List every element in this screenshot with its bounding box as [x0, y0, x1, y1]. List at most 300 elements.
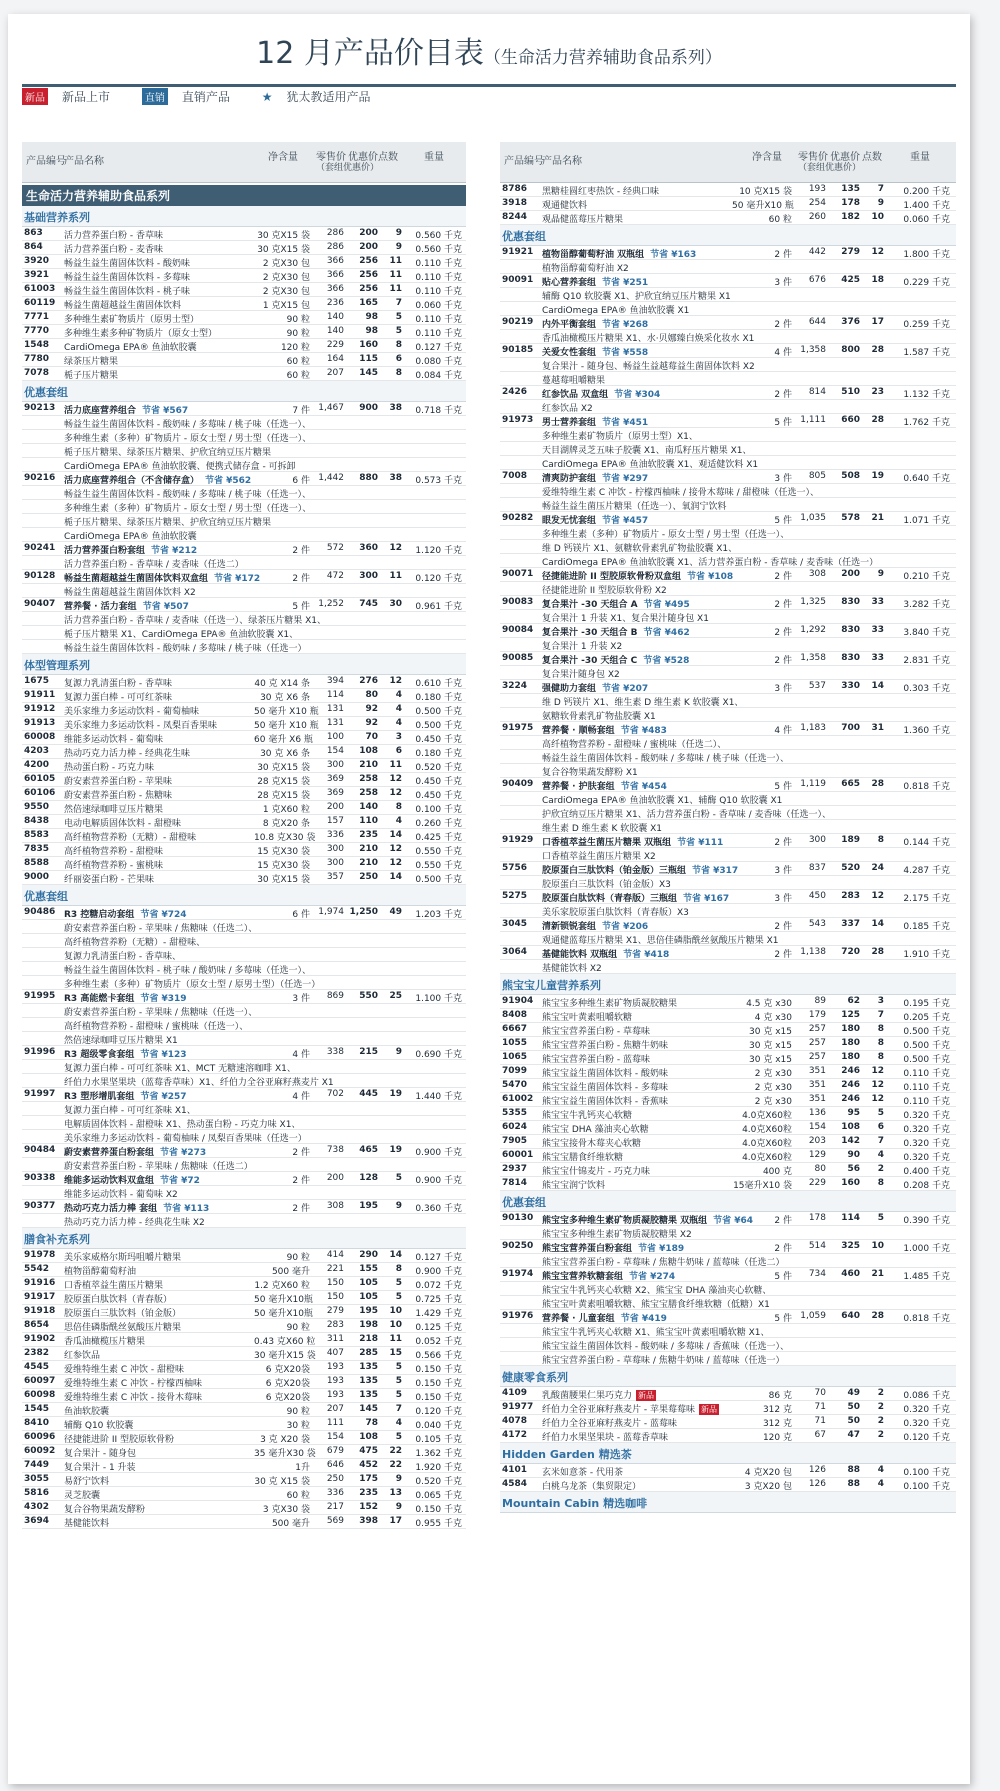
product-code: 7771: [24, 312, 50, 322]
member-price: 160: [359, 340, 378, 350]
weight: 1.800 千克: [903, 250, 950, 260]
product-row: [22, 241, 466, 255]
product-name-text: 畅益生菌超越益生菌固体饮料: [64, 301, 182, 311]
weight: 0.390 千克: [903, 1216, 950, 1226]
member-price: 200: [841, 569, 860, 579]
points: 6: [395, 354, 402, 364]
set-component-row: [22, 1074, 466, 1088]
retail-price: 1,111: [800, 415, 826, 425]
component-text: 活力营养蛋白粉 - 香草味 / 麦香味（任选二）: [64, 560, 244, 570]
product-name-text: 黑糖桂圆红枣热饮 - 经典口味: [542, 187, 659, 197]
retail-price: 351: [808, 1080, 826, 1090]
member-price: 285: [359, 1348, 378, 1358]
product-code: 90377: [24, 1201, 56, 1211]
product-code: 9000: [24, 872, 50, 882]
member-price: 279: [841, 247, 860, 257]
retail-price: 207: [326, 1404, 344, 1414]
net-content: 30 克 X15 袋: [254, 1477, 310, 1487]
points: 2: [877, 1388, 884, 1398]
net-content: 3 件: [774, 684, 792, 694]
product-name-text: 复源力乳清蛋白粉 - 香草味: [64, 679, 172, 689]
points: 2: [877, 1430, 884, 1440]
set-component-row: [22, 962, 466, 976]
product-name: [64, 816, 254, 829]
component-text: 复源力蛋白棒 - 可可红茶味 X1、: [64, 1106, 196, 1116]
set-component-row: [22, 1186, 466, 1200]
set-row: [500, 596, 956, 610]
savings-label: 节省 ¥507: [142, 602, 189, 612]
retail-price: 336: [326, 1488, 344, 1498]
product-code: 90185: [502, 345, 534, 355]
points: 12: [389, 858, 402, 868]
net-content: 500 毫升: [271, 1267, 310, 1277]
retail-price: 300: [326, 844, 344, 854]
points: 25: [389, 991, 402, 1001]
points: 5: [395, 312, 402, 322]
set-component-row: [22, 584, 466, 598]
member-price: 98: [365, 326, 378, 336]
weight: 0.100 千克: [903, 1482, 950, 1492]
component-text: 栀子压片糖果、绿茶压片糖果、护欣宜纳豆压片糖果: [64, 448, 272, 458]
net-content: 10.8 克X30 袋: [254, 833, 316, 843]
savings-label: 节省 ¥483: [620, 726, 667, 736]
product-name-text: 熊宝宝营养软糖套组: [542, 1272, 624, 1282]
component-text: 护欣宜纳豆压片糖果 X1、活力营养蛋白粉 - 香草味 / 麦香味（任选一）、: [542, 810, 831, 820]
member-price: 640: [841, 1311, 860, 1321]
product-row: [22, 703, 466, 717]
product-code: 91995: [24, 991, 56, 1001]
set-row: [22, 1088, 466, 1102]
points: 22: [389, 1446, 402, 1456]
weight: 1.360 千克: [903, 726, 950, 736]
net-content: 2 克 x30: [754, 1097, 792, 1107]
weight: 0.150 千克: [415, 1393, 462, 1403]
savings-label: 节省 ¥172: [214, 574, 261, 584]
component-text: 复合果汁 1 升装 X2: [542, 642, 623, 652]
product-code: 60106: [24, 788, 56, 798]
points: 10: [389, 1320, 402, 1330]
product-code: 7835: [24, 844, 50, 854]
savings-label: 节省 ¥457: [602, 516, 649, 526]
points: 13: [389, 1488, 402, 1498]
weight: 0.320 千克: [903, 1139, 950, 1149]
member-price: 720: [841, 947, 860, 957]
net-content: 5 件: [774, 1314, 792, 1324]
set-component-row: [500, 554, 956, 568]
member-price: 475: [359, 1446, 378, 1456]
weight: 0.610 千克: [415, 679, 462, 689]
component-text: 熊宝宝多种维生素矿物质凝胶糖果 X2: [542, 1230, 692, 1240]
product-name-text: 活力营养蛋白粉 - 麦香味: [64, 245, 163, 255]
product-name: [542, 212, 742, 225]
product-row: [22, 339, 466, 353]
product-code: 4302: [24, 1502, 50, 1512]
points: 21: [871, 1269, 884, 1279]
points: 28: [871, 415, 884, 425]
product-name: [64, 704, 254, 717]
product-name-text: 活力营养蛋白粉套组: [64, 546, 146, 556]
points: 9: [395, 1502, 402, 1512]
product-name: [64, 858, 254, 871]
member-price: 195: [359, 1201, 378, 1211]
product-code: 4584: [502, 1479, 528, 1489]
retail-price: 702: [326, 1089, 344, 1099]
component-text: CardiOmega EPA® 鱼油软胶囊 X1、活力营养蛋白粉 - 香草味 / 麦香味（任选一）: [542, 558, 879, 568]
product-name-text: 热动巧克力活力棒 - 经典花生味: [64, 749, 190, 759]
retail-price: 193: [326, 1390, 344, 1400]
product-name-text: 径捷能进阶 II 型胶原软骨粉: [64, 1435, 175, 1445]
weight: 0.040 千克: [415, 1421, 462, 1431]
product-row: [500, 1051, 956, 1065]
points: 24: [871, 863, 884, 873]
weight: 0.320 千克: [903, 1153, 950, 1163]
product-name: [64, 326, 254, 339]
product-code: 7099: [502, 1066, 528, 1076]
net-content: 30 克 x15: [749, 1041, 792, 1051]
points: 12: [389, 844, 402, 854]
member-price: 460: [841, 1269, 860, 1279]
member-price: 830: [841, 597, 860, 607]
product-row: [500, 1009, 956, 1023]
product-row: [22, 871, 466, 885]
member-price: 210: [359, 760, 378, 770]
savings-label: 节省 ¥167: [683, 894, 730, 904]
product-name-text: 胶原蛋白三肽饮料（铂金版）: [64, 1309, 182, 1319]
legend-new: [22, 90, 124, 104]
weight: 0.566 千克: [415, 1351, 462, 1361]
retail-price: 1,119: [800, 779, 826, 789]
retail-price: 407: [326, 1348, 344, 1358]
net-content: 30 克 X6 条: [260, 749, 310, 759]
section-title: 熊宝宝儿童营养系列: [500, 974, 956, 995]
retail-price: 308: [326, 1201, 344, 1211]
weight: 0.573 千克: [415, 476, 462, 486]
weight: 1.920 千克: [415, 1463, 462, 1473]
set-row: [500, 246, 956, 260]
set-row: [22, 472, 466, 486]
product-name-text: 熊宝宝营养蛋白粉套组: [542, 1244, 633, 1254]
set-component-row: [500, 1296, 956, 1310]
net-content: 2 件: [774, 1216, 792, 1226]
net-content: 2 件: [774, 250, 792, 260]
savings-label: 节省 ¥462: [643, 628, 690, 638]
net-content: 2 件: [774, 572, 792, 582]
product-name: [64, 1418, 254, 1431]
product-row: [500, 995, 956, 1009]
retail-price: 311: [326, 1334, 344, 1344]
product-name: [542, 996, 742, 1009]
member-price: 128: [359, 1173, 378, 1183]
product-row: [22, 1263, 466, 1277]
points: 4: [395, 690, 402, 700]
product-row: [22, 311, 466, 325]
product-name-text: 纤丽姿蛋白粉 - 芒果味: [64, 875, 154, 885]
product-name: [542, 1178, 742, 1191]
set-component-row: [500, 526, 956, 540]
retail-price: 193: [326, 1362, 344, 1372]
product-code: 3920: [24, 256, 50, 266]
member-price: 125: [841, 1010, 860, 1020]
retail-price: 150: [326, 1292, 344, 1302]
product-name: [64, 1432, 254, 1445]
section-title: 体型管理系列: [22, 654, 466, 675]
product-name-text: 高纤植物营养粉 - 甜橙味: [64, 847, 163, 857]
set-component-row: [500, 848, 956, 862]
net-content: 3 克 X20 袋: [260, 1435, 310, 1445]
points: 33: [871, 597, 884, 607]
set-component-row: [500, 666, 956, 680]
product-code: 5756: [502, 863, 528, 873]
net-content: 312 克: [762, 1405, 792, 1415]
savings-label: 节省 ¥206: [602, 922, 649, 932]
set-component-row: [500, 1338, 956, 1352]
retail-price: 154: [326, 1432, 344, 1442]
product-name-text: 维能多运动饮料 - 葡萄味: [64, 735, 163, 745]
retail-price: 1,183: [800, 723, 826, 733]
set-component-row: [500, 302, 956, 316]
component-text: 多种维生素（多种）矿物质片 - 原女士型 / 男士型（任选一）、: [64, 434, 312, 444]
net-content: 2 件: [774, 1244, 792, 1254]
weight: 0.450 千克: [415, 791, 462, 801]
section-title: 基础营养系列: [22, 206, 466, 227]
weight: 0.500 千克: [415, 721, 462, 731]
product-name-text: 口香植萃益生菌压片糖果 双瓶组: [542, 838, 672, 848]
component-text: 蔚安素营养蛋白粉 - 苹果味 / 焦糖味（任选二）、: [64, 924, 258, 934]
points: 30: [389, 599, 402, 609]
points: 28: [871, 345, 884, 355]
net-content: 60 毫升 X6 瓶: [254, 735, 313, 745]
product-name-text: 观晶健蓝莓压片糖果: [542, 215, 624, 225]
net-content: 6 件: [292, 476, 310, 486]
product-code: 6024: [502, 1122, 528, 1132]
product-code: 90338: [24, 1173, 56, 1183]
product-name: [64, 1488, 254, 1501]
savings-label: 节省 ¥419: [620, 1314, 667, 1324]
product-name-text: 思倍佳磷脂酰丝氨酸压片糖果: [64, 1323, 182, 1333]
product-row: [22, 1347, 466, 1361]
product-name: [64, 242, 254, 255]
product-name-text: R3 控糖启动套组: [64, 910, 135, 920]
points: 8: [395, 368, 402, 378]
net-content: 2 件: [292, 1148, 310, 1158]
set-row: [500, 778, 956, 792]
retail-price: 193: [808, 184, 826, 194]
points: 5: [395, 1173, 402, 1183]
retail-price: 279: [326, 1306, 344, 1316]
points: 7: [877, 1136, 884, 1146]
net-content: 90 粒: [286, 1323, 310, 1333]
points: 5: [395, 1376, 402, 1386]
product-code: 90484: [24, 1145, 56, 1155]
retail-price: 1,358: [800, 653, 826, 663]
price-list-sheet: [8, 14, 970, 1784]
points: 7: [395, 298, 402, 308]
set-component-row: [22, 514, 466, 528]
net-content: 30 克 x15: [749, 1027, 792, 1037]
net-content: 1.2 克X60 粒: [254, 1281, 310, 1291]
retail-price: 140: [326, 312, 344, 322]
retail-price: 254: [808, 198, 826, 208]
product-name-text: 活力营养蛋白粉 - 香草味: [64, 231, 163, 241]
product-name: [64, 312, 254, 325]
net-content: 4.0克X60粒: [742, 1111, 792, 1121]
product-row: [500, 1415, 956, 1429]
points: 2: [877, 1164, 884, 1174]
points: 14: [389, 1250, 402, 1260]
product-row: [22, 325, 466, 339]
product-code: 5542: [24, 1264, 50, 1274]
net-content: 4 克 x30: [754, 1013, 792, 1023]
net-content: 4.0克X60粒: [742, 1139, 792, 1149]
points: 4: [395, 1418, 402, 1428]
product-row: [22, 1515, 466, 1529]
product-name: [64, 774, 254, 787]
retail-price: 207: [326, 368, 344, 378]
retail-price: 369: [326, 788, 344, 798]
retail-price: 203: [808, 1136, 826, 1146]
weight: 0.100 千克: [903, 1468, 950, 1478]
retail-price: 154: [326, 746, 344, 756]
product-code: 60092: [24, 1446, 56, 1456]
component-text: 畅益生菌超越益生菌固体饮料 X2: [64, 588, 196, 598]
column-header: [22, 142, 466, 183]
product-code: 61002: [502, 1094, 534, 1104]
product-row: [22, 801, 466, 815]
product-name-text: 畅益生益生菌固体饮料 - 多莓味: [64, 273, 190, 283]
set-row: [22, 570, 466, 584]
set-row: [500, 512, 956, 526]
product-row: [22, 1417, 466, 1431]
net-content: 30 克X15 袋: [257, 245, 310, 255]
retail-price: 543: [808, 919, 826, 929]
product-name-text: 熊宝宝牛乳钙夹心软糖: [542, 1111, 633, 1121]
net-content: 5 件: [774, 516, 792, 526]
product-name: [64, 872, 254, 885]
component-text: 口香植萃益生菌压片糖果 X2: [542, 852, 656, 862]
product-code: 4078: [502, 1416, 528, 1426]
component-text: 爱维特维生素 C 冲饮 - 柠檬西柚味 / 接骨木莓味 / 甜橙味（任选一）、: [542, 488, 819, 498]
page-title: [8, 28, 970, 72]
weight: 0.110 千克: [903, 1097, 950, 1107]
member-price: 452: [359, 1460, 378, 1470]
member-price: 283: [841, 891, 860, 901]
product-name-text: 美乐家威格尔斯玛咀嚼片糖果: [64, 1253, 182, 1263]
retail-price: 837: [808, 863, 826, 873]
member-price: 95: [847, 1108, 860, 1118]
points: 12: [871, 1066, 884, 1076]
retail-price: 179: [808, 1010, 826, 1020]
product-row: [500, 1023, 956, 1037]
points: 12: [871, 247, 884, 257]
product-code: 90486: [24, 907, 56, 917]
member-price: 180: [841, 1024, 860, 1034]
component-text: 径捷能进阶 II 型胶原软骨粉 X2: [542, 586, 667, 596]
points: 2: [877, 1402, 884, 1412]
product-code: 3921: [24, 270, 50, 280]
product-row: [22, 1459, 466, 1473]
weight: 1.120 千克: [415, 546, 462, 556]
retail-price: 300: [808, 835, 826, 845]
retail-price: 126: [808, 1479, 826, 1489]
product-name: [542, 1024, 742, 1037]
member-price: 210: [359, 844, 378, 854]
member-price: 108: [359, 746, 378, 756]
left-body: [22, 206, 466, 1529]
set-component-row: [22, 486, 466, 500]
product-row: [500, 1079, 956, 1093]
member-price: 135: [359, 1362, 378, 1372]
product-name-text: 基健能饮料 双瓶组: [542, 950, 618, 960]
right-column: [500, 142, 956, 1513]
retail-price: 366: [326, 270, 344, 280]
retail-price: 738: [326, 1145, 344, 1155]
set-component-row: [500, 1324, 956, 1338]
set-component-row: [500, 610, 956, 624]
section-title: 优惠套组: [500, 1191, 956, 1212]
title-main: 12 月产品价目表: [256, 36, 484, 71]
weight: 0.110 千克: [415, 315, 462, 325]
points: 4: [877, 1150, 884, 1160]
points: 8: [877, 1052, 884, 1062]
component-text: 复合果汁 - 随身包、畅益生益越莓益生菌固体饮料 X2: [542, 362, 755, 372]
weight: 1.203 千克: [415, 910, 462, 920]
component-text: 天目湖牌灵芝五味子胶囊 X1、南瓜籽压片糖果 X1、: [542, 446, 752, 456]
points: 19: [871, 471, 884, 481]
product-name-text: 美乐家维力多运动饮料 - 凤梨百香果味: [64, 721, 217, 731]
retail-price: 679: [326, 1446, 344, 1456]
set-component-row: [22, 430, 466, 444]
set-component-row: [22, 976, 466, 990]
component-text: 复合果汁 1 升装 X1、复合果汁随身包 X1: [542, 614, 709, 624]
header-net: 净含量: [752, 152, 782, 163]
section-title: 优惠套组: [22, 885, 466, 906]
product-name: [64, 802, 254, 815]
retail-price: 150: [326, 1278, 344, 1288]
points: 17: [871, 317, 884, 327]
product-code: 90083: [502, 597, 534, 607]
retail-price: 80: [814, 1164, 826, 1174]
component-text: 高纤植物营养粉 - 甜橙味 / 蜜桃味（任选二）、: [542, 740, 727, 750]
retail-price: 442: [808, 247, 826, 257]
set-component-row: [500, 764, 956, 778]
product-code: 91997: [24, 1089, 56, 1099]
set-row: [22, 542, 466, 556]
new-badge: 新品: [700, 1405, 717, 1414]
member-price: 110: [359, 816, 378, 826]
retail-price: 283: [326, 1320, 344, 1330]
member-price: 550: [359, 991, 378, 1001]
product-name-text: 熊宝宝多种维生素矿物质凝胶糖果 双瓶组: [542, 1216, 708, 1226]
set-component-row: [22, 948, 466, 962]
points: 9: [395, 1047, 402, 1057]
net-content: 30 毫升X15 袋: [254, 1351, 316, 1361]
product-name-text: 爱维特维生素 C 冲饮 - 接骨木莓味: [64, 1393, 202, 1403]
product-name-text: 营养餐 · 护肤套组: [542, 782, 615, 792]
set-component-row: [500, 694, 956, 708]
net-content: 120 克: [762, 1433, 792, 1443]
member-price: 50: [847, 1416, 860, 1426]
header-net: 净含量: [268, 152, 298, 163]
product-name-text: 关爱女性套组: [542, 348, 597, 358]
product-name: [64, 1306, 254, 1319]
component-text: 复合谷物果蔬发酵粉 X1: [542, 768, 638, 778]
product-name: [542, 1164, 742, 1177]
product-name: [64, 760, 254, 773]
member-price: 195: [359, 1306, 378, 1316]
points: 8: [877, 1024, 884, 1034]
set-component-row: [22, 1130, 466, 1144]
header-name: 产品名称: [64, 156, 104, 167]
